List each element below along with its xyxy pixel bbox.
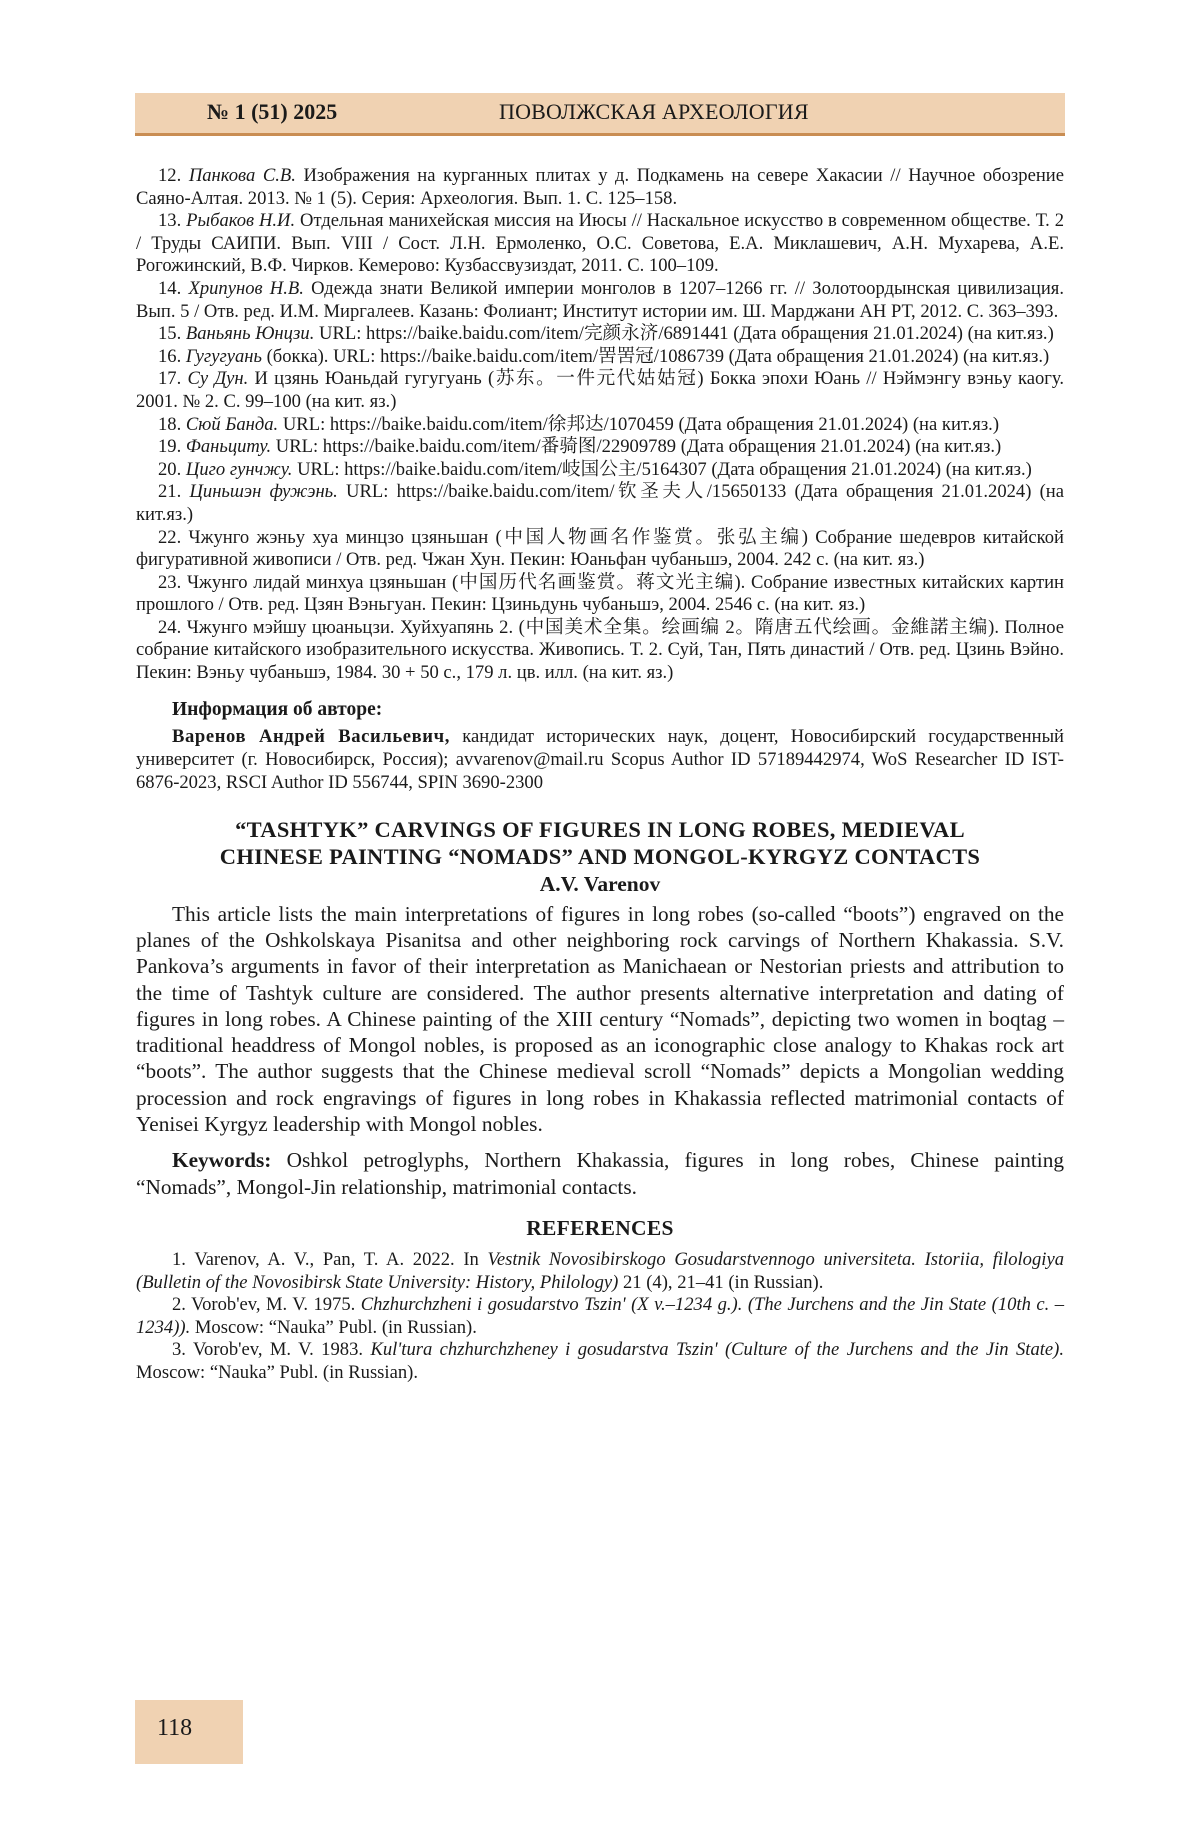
- reference-item: 17. Су Дун. И цзянь Юаньдай гугугуань (苏东。一件元代姑姑冠) Бокка эпохи Юань // Нэймэнгу вэньу каогу. 2001. № 2. С. 99–100 (на кит. яз.): [136, 368, 1064, 412]
- reference-item: 24. Чжунго мэйшу цюаньцзи. Хуйхуапянь 2. (中国美术全集。绘画编 2。隋唐五代绘画。金維諾主编). Полное собрание китайского изобразительного искусства. Живопись. Т. 2. Суй, Тан, Пять династий / Отв. ред. Цзинь Вэйно. Пекин: Вэньу чубаньшэ, 1984. 30 + 50 с., 179 л. цв. илл. (на кит. яз.): [136, 616, 1064, 684]
- page-number-box: [135, 1700, 243, 1764]
- abstract: This article lists the main interpretations of figures in long robes (so-called “boots”) engraved on the planes of the Oshkolskaya Pisanitsa and other neighboring rock carvings of Northern Khakassia. S.V. Pankova’s arguments in favor of their interpretation as Manichaean or Nestorian priests and attribution to the time of Tashtyk culture are considered. The author presents alternative interpretation and dating of figures in long robes. A Chinese painting of the XIII century “Nomads”, depicting two women in boqtag – traditional headdress of Mongol nobles, is proposed as an iconographic close analogy to Khakas rock art “boots”. The author suggests that the Chinese medieval scroll “Nomads” depicts a Mongolian wedding procession and rock engravings of figures in long robes in Khakassia reflected matrimonial contacts of Yenisei Kyrgyz leadership with Mongol nobles.: [136, 901, 1064, 1137]
- reference-item: 19. Фаньциту. URL: https://baike.baidu.com/item/番骑图/22909789 (Дата обращения 21.01.2024) (на кит.яз.): [158, 436, 1002, 458]
- reference-item: 2. Vorob'ev, M. V. 1975. Chzhurchzheni i gosudarstvo Tszin' (X v.–1234 g.). (The Jurchens and the Jin State (10th c. – 1234)). Moscow: “Nauka” Publ. (in Russian).: [136, 1294, 1064, 1338]
- reference-item: 14. Хрипунов Н.В. Одежда знати Великой империи монголов в 1207–1266 гг. // Золотоордынская цивилизация. Вып. 5 / Отв. ред. И.М. Миргалеев. Казань: Фолиант; Институт истории им. Ш. Марджани АН РТ, 2012. С. 363–393.: [136, 277, 1064, 322]
- reference-author: Рыбаков Н.И.: [186, 210, 296, 232]
- reference-author: Панкова С.В.: [188, 165, 296, 186]
- reference-item: 3. Vorob'ev, M. V. 1983. Kul'tura chzhurchzheney i gosudarstva Tszin' (Culture of the Jurchens and the Jin State). Moscow: “Nauka” Publ. (in Russian).: [136, 1339, 1064, 1383]
- reference-item: 13. Рыбаков Н.И. Отдельная манихейская миссия на Июсы // Наскальное искусство в современном обществе. Т. 2 / Труды САИПИ. Вып. VIII / Сост. Л.Н. Ермоленко, О.С. Советова, Е.А. Миклашевич, А.Н. Мухарева, А.Е. Рогожинский, В.Ф. Чирков. Кемерово: Кузбассвузиздат, 2011. С. 100–109.: [136, 210, 1064, 277]
- reference-item: 1. Varenov, A. V., Pan, T. A. 2022. In Vestnik Novosibirskogo Gosudarstvennogo universiteta. Istoriia, filologiya (Bulletin of the Novosibirsk State University: History, Philology) 21 (4), 21–41 (in Russian).: [136, 1248, 1064, 1293]
- reference-item: 23. Чжунго лидай минхуа цзяньшан (中国历代名画鉴赏。蒋文光主编). Собрание известных китайских картин прошлого / Отв. ред. Цзян Вэньгуан. Пекин: Цзиньдунь чубаньшэ, 2004. 2546 с. (на кит. яз.): [136, 571, 1064, 616]
- running-header: [135, 93, 1065, 136]
- references-heading: REFERENCES: [526, 1215, 674, 1240]
- author-name: Варенов Андрей Васильевич,: [172, 725, 450, 747]
- reference-author: Гугугуань: [185, 345, 262, 367]
- keywords: Keywords: Oshkol petroglyphs, Northern Khakassia, figures in long robes, Chinese painting “Nomads”, Mongol-Jin relationship, matrimonial contacts.: [136, 1148, 1064, 1199]
- journal-title: ПОВОЛЖСКАЯ АРХЕОЛОГИЯ: [499, 99, 809, 124]
- page-number: 118: [157, 1715, 193, 1741]
- reference-author: Циньшэн фужэнь.: [189, 481, 338, 503]
- reference-author: Ваньянь Юнцзи.: [185, 323, 315, 345]
- issue-number: № 1 (51) 2025: [207, 99, 338, 124]
- reference-item: 21. Циньшэн фужэнь. URL: https://baike.baidu.com/item/钦圣夫人/15650133 (Дата обращения 21.01.2024) (на кит.яз.): [136, 481, 1065, 525]
- author-info: Варенов Андрей Васильевич, кандидат исторических наук, доцент, Новосибирский государственный университет (г. Новосибирск, Россия); avvarenov@mail.ru Scopus Author ID 57189442974, WoS Researcher ID IST-6876-2023, RSCI Author ID 556744, SPIN 3690-2300: [136, 725, 1065, 793]
- author-info-heading: Информация об авторе:: [172, 698, 383, 720]
- english-title: “TASHTYK” CARVINGS OF FIGURES IN LONG ROBES, MEDIEVAL CHINESE PAINTING “NOMADS” AND MONGOL-KYRGYZ CONTACTS: [219, 816, 981, 869]
- page-content: [136, 165, 1064, 1384]
- reference-author: Хрипунов Н.В.: [188, 277, 304, 299]
- reference-item: 16. Гугугуань (бокка). URL: https://baike.baidu.com/item/罟罟冠/1086739 (Дата обращения 21.01.2024) (на кит.яз.): [158, 345, 1050, 367]
- english-author: A.V. Varenov: [539, 871, 661, 896]
- english-reference-list: [136, 1249, 1064, 1385]
- reference-item: 22. Чжунго жэньу хуа минцзо цзяньшан (中国人物画名作鉴赏。张弘主编) Собрание шедевров китайской фигуративной живописи / Отв. ред. Чжан Хун. Пекин: Юаньфан чубаньшэ, 2004. 242 с. (на кит. яз.): [136, 526, 1064, 571]
- reference-author: Фаньциту.: [185, 436, 272, 458]
- russian-reference-list: [136, 165, 1064, 685]
- reference-item: 12. Панкова С.В. Изображения на курганных плитах у д. Подкамень на севере Хакасии // Научное обозрение Саяно-Алтая. 2013. № 1 (5). Серия: Археология. Вып. 1. С. 125–158.: [136, 165, 1064, 209]
- reference-item: 15. Ваньянь Юнцзи. URL: https://baike.baidu.com/item/完颜永济/6891441 (Дата обращения 21.01.2024) (на кит.яз.): [158, 323, 1054, 345]
- reference-author: Циго гунчжу.: [185, 458, 293, 480]
- reference-item: 20. Циго гунчжу. URL: https://baike.baidu.com/item/岐国公主/5164307 (Дата обращения 21.01.2024) (на кит.яз.): [158, 458, 1032, 480]
- reference-author: Су Дун.: [187, 368, 249, 390]
- reference-item: 18. Сюй Банда. URL: https://baike.baidu.com/item/徐邦达/1070459 (Дата обращения 21.01.2024) (на кит.яз.): [158, 413, 1000, 435]
- reference-author: Сюй Банда.: [185, 413, 279, 435]
